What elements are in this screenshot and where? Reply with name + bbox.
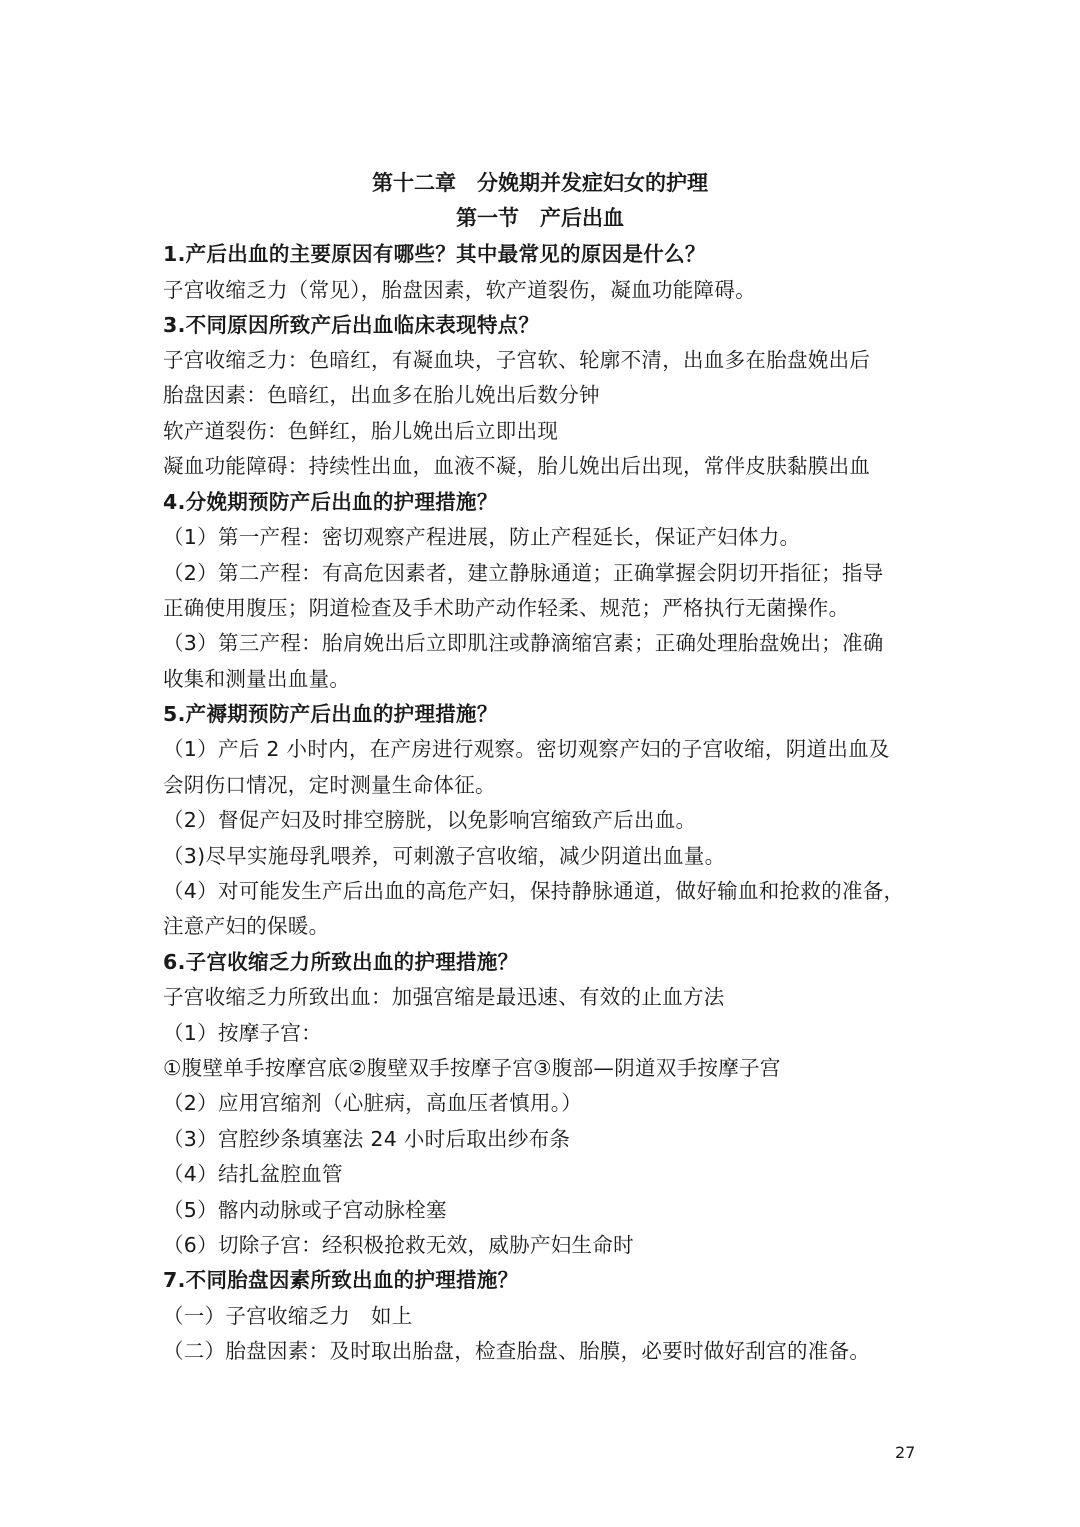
question-heading: 3.不同原因所致产后出血临床表现特点？ bbox=[163, 313, 540, 337]
answer-text: （二）胎盘因素：及时取出胎盘，检查胎盘、胎膜，必要时做好刮宫的准备。 bbox=[163, 1339, 871, 1363]
answer-text: 收集和测量出血量。 bbox=[163, 667, 351, 691]
answer-text: （5）髂内动脉或子宫动脉栓塞 bbox=[163, 1198, 447, 1222]
answer-text: 会阴伤口情况，定时测量生命体征。 bbox=[163, 773, 496, 797]
answer-text: （4）对可能发生产后出血的高危产妇，保持静脉通道，做好输血和抢救的准备， bbox=[163, 879, 905, 903]
answer-text: （3）第三产程：胎肩娩出后立即肌注或静滴缩宫素；正确处理胎盘娩出；准确 bbox=[163, 631, 884, 655]
question-heading: 7.不同胎盘因素所致出血的护理措施？ bbox=[163, 1268, 519, 1292]
answer-text: 注意产妇的保暖。 bbox=[163, 914, 330, 938]
answer-text: （3）宫腔纱条填塞法 24 小时后取出纱布条 bbox=[163, 1127, 571, 1151]
answer-text: 子宫收缩乏力（常见），胎盘因素，软产道裂伤，凝血功能障碍。 bbox=[163, 278, 756, 302]
answer-text: ①腹壁单手按摩宫底②腹壁双手按摩子宫③腹部—阴道双手按摩子宫 bbox=[163, 1056, 781, 1080]
question-heading: 5.产褥期预防产后出血的护理措施？ bbox=[163, 702, 498, 726]
question-heading: 1.产后出血的主要原因有哪些？其中最常见的原因是什么？ bbox=[163, 242, 706, 266]
answer-text: （6）切除子宫：经积极抢救无效，威胁产妇生命时 bbox=[163, 1233, 634, 1257]
page-number: 27 bbox=[895, 1443, 916, 1462]
answer-text: （1）第一产程：密切观察产程进展，防止产程延长，保证产妇体力。 bbox=[163, 525, 801, 549]
answer-text: （2）应用宫缩剂（心脏病，高血压者慎用。） bbox=[163, 1091, 583, 1115]
answer-text: （3)尽早实施母乳喂养，可刺激子宫收缩，减少阴道出血量。 bbox=[163, 844, 726, 868]
answer-text: （1）按摩子宫： bbox=[163, 1021, 322, 1045]
answer-text: 凝血功能障碍：持续性出血，血液不凝，胎儿娩出后出现，常伴皮肤黏膜出血 bbox=[163, 454, 871, 478]
section-title: 第一节 产后出血 bbox=[456, 206, 624, 230]
answer-text: 软产道裂伤：色鲜红，胎儿娩出后立即出现 bbox=[163, 419, 559, 443]
answer-text: （1）产后 2 小时内，在产房进行观察。密切观察产妇的子宫收缩，阴道出血及 bbox=[163, 737, 890, 761]
chapter-title: 第十二章 分娩期并发症妇女的护理 bbox=[372, 171, 708, 195]
question-heading: 4.分娩期预防产后出血的护理措施？ bbox=[163, 490, 498, 514]
question-heading: 6.子宫收缩乏力所致出血的护理措施？ bbox=[163, 950, 519, 974]
answer-text: （2）督促产妇及时排空膀胱，以免影响宫缩致产后出血。 bbox=[163, 808, 697, 832]
answer-text: 正确使用腹压；阴道检查及手术助产动作轻柔、规范；严格执行无菌操作。 bbox=[163, 596, 850, 620]
answer-text: （4）结扎盆腔血管 bbox=[163, 1162, 343, 1186]
answer-text: （一）子宫收缩乏力 如上 bbox=[163, 1304, 413, 1328]
answer-text: 子宫收缩乏力所致出血：加强宫缩是最迅速、有效的止血方法 bbox=[163, 985, 725, 1009]
answer-text: 胎盘因素：色暗红，出血多在胎儿娩出后数分钟 bbox=[163, 383, 600, 407]
answer-text: 子宫收缩乏力：色暗红，有凝血块，子宫软、轮廓不清，出血多在胎盘娩出后 bbox=[163, 348, 871, 372]
answer-text: （2）第二产程：有高危因素者，建立静脉通道；正确掌握会阴切开指征；指导 bbox=[163, 561, 884, 585]
